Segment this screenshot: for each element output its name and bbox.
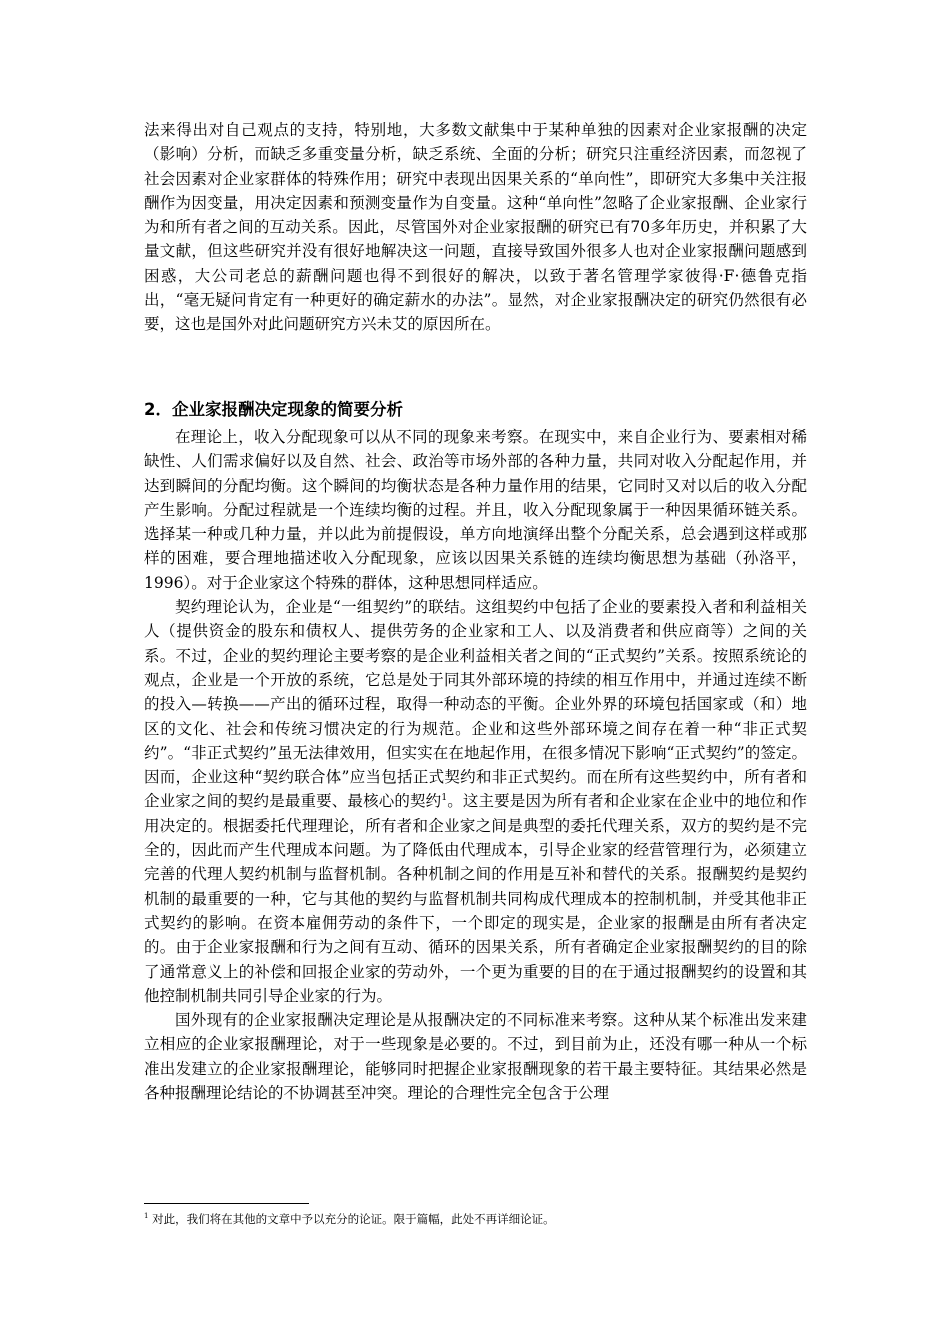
footnote-separator: [144, 1203, 309, 1204]
paragraph-2-part-a: 契约理论认为，企业是“一组契约”的联结。这组契约中包括了企业的要素投入者和利益相关人（提供资金的股东和债权人、提供劳务的企业家和工人、以及消费者和供应商等）之间的关系。不过，企业的契约理论主要考察的是企业利益相关者之间的“正式契约”关系。按照系统论的观点，企业是一个开放的系统，它总是处于同其外部环境的持续的相互作用中，并通过连续不断的投入—转换——产出的循环过程，取得一种动态的平衡。企业外界的环境包括国家或（和）地区的文化、社会和传统习惯决定的行为规范。企业和这些外部环境之间存在着一种“非正式契约”。“非正式契约”虽无法律效用，但实实在在地起作用，在很多情况下影响“正式契约”的签定。因而，企业这种“契约联合体”应当包括正式契约和非正式契约。而在所有这些契约中，所有者和企业家之间的契约是最重要、最核心的契约: [144, 598, 807, 811]
body-text-top: [144, 118, 807, 337]
section-heading: 2．企业家报酬决定现象的简要分析: [144, 400, 403, 419]
footnote-reference: 1: [441, 793, 448, 804]
paragraph-1: 在理论上，收入分配现象可以从不同的现象来考察。在现实中，来自企业行为、要素相对稀缺性、人们需求偏好以及自然、社会、政治等市场外部的各种力量，共同对收入分配起作用，并达到瞬间的分配均衡。这个瞬间的均衡状态是各种力量作用的结果，它同时又对以后的收入分配产生影响。分配过程就是一个连续均衡的过程。并且，收入分配现象属于一种因果循环链关系。选择某一种或几种力量，并以此为前提假设，单方向地演绎出整个分配关系，总会遇到这样或那样的困难，要合理地描述收入分配现象，应该以因果关系链的连续均衡思想为基础（孙洛平，1996）。对于企业家这个特殊的群体，这种思想同样适应。: [144, 428, 807, 592]
paragraph-2-part-b: 。这主要是因为所有者和企业家在企业中的地位和作用决定的。根据委托代理理论，所有者和企业家之间是典型的委托代理关系，双方的契约是不完全的，因此而产生代理成本问题。为了降低由代理成本，引导企业家的经营管理行为，必须建立完善的代理人契约机制与监督机制。各种机制之间的作用是互补和替代的关系。报酬契约是契约机制的最重要的一种，它与其他的契约与监督机制共同构成代理成本的控制机制，并受其他非正式契约的影响。在资本雇佣劳动的条件下，一个即定的现实是，企业家的报酬是由所有者决定的。由于企业家报酬和行为之间有互动、循环的因果关系，所有者确定企业家报酬契约的目的除了通常意义上的补偿和回报企业家的劳动外，一个更为重要的目的在于通过报酬契约的设置和其他控制机制共同引导企业家的行为。: [144, 792, 807, 1005]
footnote-text: 对此，我们将在其他的文章中予以充分的论证。限于篇幅，此处不再详细论证。: [148, 1212, 555, 1226]
footnote-marker: 1: [144, 1212, 149, 1221]
paragraph-continuation: 法来得出对自己观点的支持，特别地，大多数文献集中于某种单独的因素对企业家报酬的决定（影响）分析，而缺乏多重变量分析，缺乏系统、全面的分析；研究只注重经济因素，而忽视了社会因素对企业家群体的特殊作用；研究中表现出因果关系的“单向性”，即研究大多集中关注报酬作为因变量，用决定因素和预测变量作为自变量。这种“单向性”忽略了企业家报酬、企业家行为和所有者之间的互动关系。因此，尽管国外对企业家报酬的研究已有70多年历史，并积累了大量文献，但这些研究并没有很好地解决这一问题，直接导致国外很多人也对企业家报酬问题感到困惑，大公司老总的薪酬问题也得不到很好的解决，以致于著名管理学家彼得·F·德鲁克指出，“毫无疑问肯定有一种更好的确定薪水的办法”。显然，对企业家报酬决定的研究仍然很有必要，这也是国外对此问题研究方兴未艾的原因所在。: [144, 121, 807, 334]
body-text-main: [144, 425, 807, 1105]
paragraph-3: 国外现有的企业家报酬决定理论是从报酬决定的不同标准来考察。这种从某个标准出发来建立相应的企业家报酬理论，对于一些现象是必要的。不过，到目前为止，还没有哪一种从一个标准出发建立的企业家报酬理论，能够同时把握企业家报酬现象的若干最主要特征。其结果必然是各种报酬理论结论的不协调甚至冲突。理论的合理性完全包含于公理: [144, 1011, 807, 1103]
paragraph-2: [144, 595, 807, 1008]
footnote: [144, 1210, 807, 1228]
